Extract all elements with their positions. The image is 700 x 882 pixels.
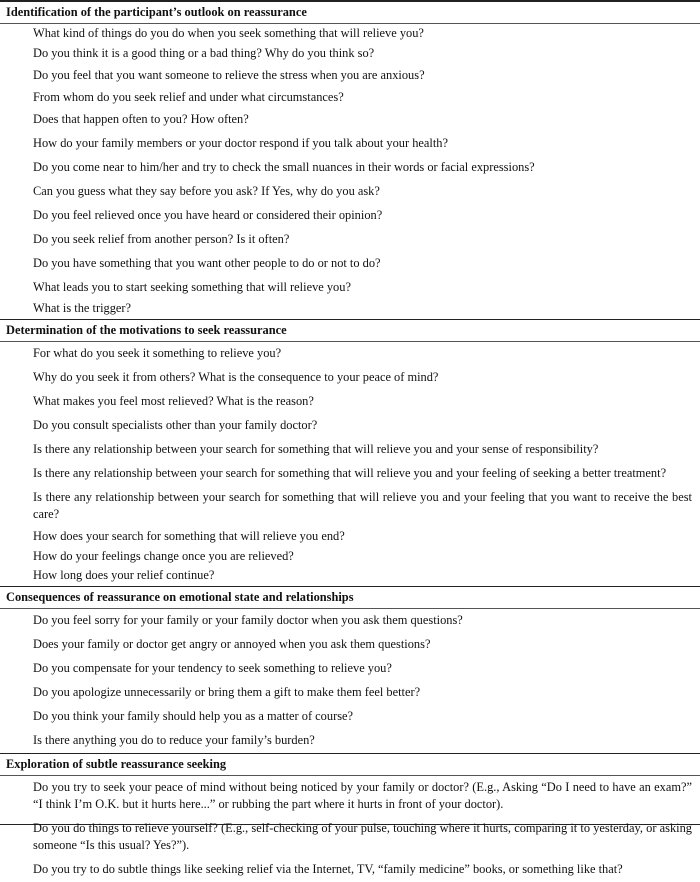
question-item: How does your search for something that will relieve you end? [33,529,345,543]
question-item: Do you do things to relieve yourself? (E.g., self-checking of your pulse, touching where it hurts, comparing it to yesterday, or asking someone “Is this usual? Yes?”). [33,821,692,852]
question-item: Do you consult specialists other than your family doctor? [33,418,318,432]
question-item: Do you think it is a good thing or a bad thing? Why do you think so? [33,46,375,60]
question-item: Why do you seek it from others? What is the consequence to your peace of mind? [33,370,439,384]
question-item: Do you feel relieved once you have heard or considered their opinion? [33,208,383,222]
question-item: Do you apologize unnecessarily or bring them a gift to make them feel better? [33,685,421,699]
question-item: How do your family members or your doctor respond if you talk about your health? [33,136,448,150]
question-item: Do you try to do subtle things like seeking relief via the Internet, TV, “family medicine” books, or something like that? [33,862,623,876]
section-header: Consequences of reassurance on emotional state and relationships [0,586,700,609]
question-item: What makes you feel most relieved? What is the reason? [33,394,314,408]
question-item: Does your family or doctor get angry or annoyed when you ask them questions? [33,637,431,651]
question-item: Do you come near to him/her and try to check the small nuances in their words or facial expressions? [33,160,535,174]
section-header: Identification of the participant’s outlook on reassurance [0,0,700,24]
question-item: Is there any relationship between your search for something that will relieve you and your feeling that you want to receive the best care? [33,490,692,521]
question-item: Do you seek relief from another person? Is it often? [33,232,290,246]
question-item: For what do you seek it something to relieve you? [33,346,282,360]
question-item: What leads you to start seeking something that will relieve you? [33,280,351,294]
question-item: Do you compensate for your tendency to seek something to relieve you? [33,661,392,675]
question-item: Is there any relationship between your search for something that will relieve you and your feeling of seeking a better treatment? [33,466,667,480]
question-item: Do you think your family should help you as a matter of course? [33,709,354,723]
question-item: What kind of things do you do when you seek something that will relieve you? [33,26,424,40]
section-header: Exploration of subtle reassurance seeking [0,753,700,776]
section-header: Determination of the motivations to seek reassurance [0,319,700,342]
question-item: What is the trigger? [33,301,132,315]
question-item: From whom do you seek relief and under what circumstances? [33,90,344,104]
question-item: Do you have something that you want other people to do or not to do? [33,256,381,270]
question-item: Do you feel that you want someone to relieve the stress when you are anxious? [33,68,425,82]
question-item: How do your feelings change once you are relieved? [33,549,294,563]
question-item: Do you feel sorry for your family or your family doctor when you ask them questions? [33,613,463,627]
question-item: Can you guess what they say before you ask? If Yes, why do you ask? [33,184,380,198]
question-item: Is there any relationship between your search for something that will relieve you and your sense of responsibility? [33,442,599,456]
question-item: How long does your relief continue? [33,568,215,582]
question-item: Is there anything you do to reduce your family’s burden? [33,733,315,747]
question-item: Does that happen often to you? How often? [33,112,249,126]
question-item: Do you try to seek your peace of mind without being noticed by your family or doctor? (E.g., Asking “Do I need to have an exam?” “I think I’m O.K. but it hurts here...” or rubbing the part where it hurts in front of your doctor). [33,780,692,811]
